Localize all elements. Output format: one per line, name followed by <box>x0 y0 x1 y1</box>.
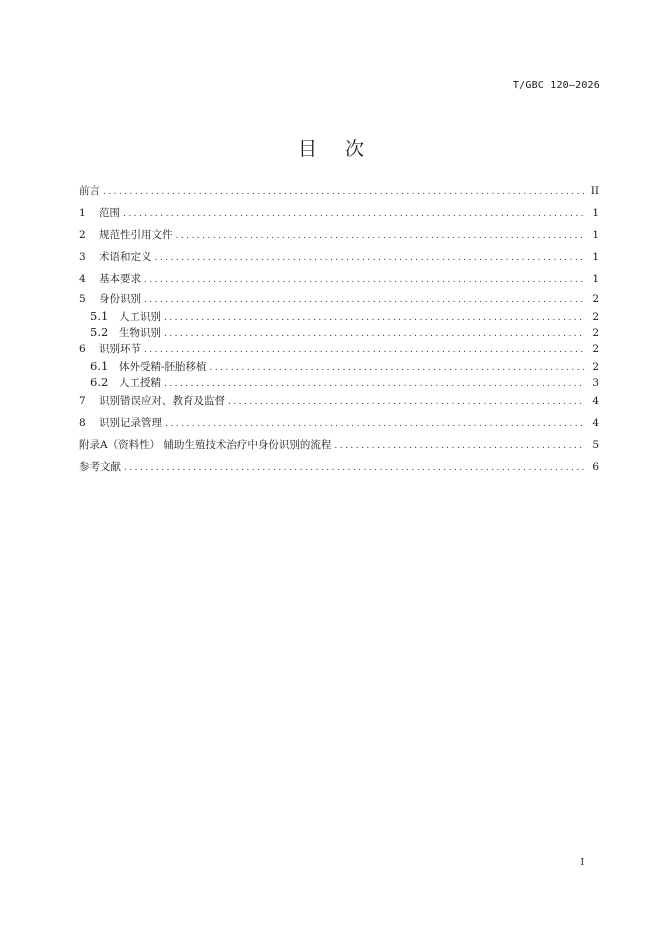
toc-entry-page: 1 <box>592 273 599 285</box>
toc-entry-page: 5 <box>592 439 599 451</box>
toc-entry-label: 前言 <box>79 185 100 197</box>
toc-entry-page: 1 <box>592 207 599 219</box>
toc-dot-leader <box>155 247 586 269</box>
toc-dot-leader <box>164 376 585 392</box>
toc-entry-label: 识别记录管理 <box>99 417 162 429</box>
toc-entry-page: 3 <box>592 377 599 389</box>
toc-entry[interactable] <box>79 308 599 324</box>
toc-entry-label: 体外受精-胚胎移植 <box>119 361 207 373</box>
toc-entry[interactable] <box>79 268 599 290</box>
toc-entry-number: 6.2 <box>90 375 109 389</box>
toc-dot-leader <box>228 391 585 413</box>
toc-entry-label: 规范性引用文件 <box>99 229 173 241</box>
toc-entry-label: 附录A（资料性） 辅助生殖技术治疗中身份识别的流程 <box>79 439 332 451</box>
toc-entry[interactable] <box>79 290 599 308</box>
toc-entry-label: 参考文献 <box>79 461 121 473</box>
toc-entry-number: 5.1 <box>90 309 109 323</box>
toc-entry-page: 1 <box>592 251 599 263</box>
toc-dot-leader <box>103 181 585 203</box>
toc-entry-label: 身份识别 <box>99 293 141 305</box>
toc-dot-leader <box>164 326 585 342</box>
toc-entry-page: 4 <box>592 417 599 429</box>
toc-entry-number: 4 <box>79 273 86 285</box>
toc-entry-number: 3 <box>79 251 86 263</box>
toc-entry-label: 人工授精 <box>119 377 161 389</box>
toc-entry[interactable] <box>79 224 599 246</box>
toc-entry[interactable] <box>79 180 599 202</box>
page-number: I <box>580 858 584 868</box>
toc-dot-leader <box>144 341 585 359</box>
toc-entry-number: 2 <box>79 229 86 241</box>
toc-dot-leader <box>164 310 585 326</box>
toc-entry[interactable] <box>79 412 599 434</box>
toc-entry[interactable] <box>79 390 599 412</box>
toc-entry-label: 生物识别 <box>119 327 161 339</box>
toc-entry-page: 4 <box>592 395 599 407</box>
toc-entry[interactable] <box>79 202 599 224</box>
toc-title: 目次 <box>297 138 392 160</box>
toc-entry-page: 6 <box>592 461 599 473</box>
toc-entry-number: 1 <box>79 207 86 219</box>
toc-entry[interactable] <box>79 246 599 268</box>
table-of-contents <box>79 180 599 478</box>
toc-entry-page: 2 <box>592 343 599 355</box>
document-code: T/GBC 120—2026 <box>512 80 600 91</box>
toc-entry-number: 5 <box>79 293 86 305</box>
toc-entry[interactable] <box>79 456 599 478</box>
toc-entry-label: 范围 <box>99 207 120 219</box>
toc-entry-number: 5.2 <box>90 325 109 339</box>
toc-entry-number: 8 <box>79 417 86 429</box>
toc-dot-leader <box>144 291 585 309</box>
toc-entry-number: 7 <box>79 395 86 407</box>
toc-entry-page: II <box>590 185 599 197</box>
toc-entry-label: 识别环节 <box>99 343 141 355</box>
toc-entry-page: 2 <box>592 327 599 339</box>
toc-entry[interactable] <box>79 374 599 390</box>
toc-entry-page: 1 <box>592 229 599 241</box>
toc-entry[interactable] <box>79 434 599 456</box>
toc-entry[interactable] <box>79 324 599 340</box>
toc-dot-leader <box>123 203 585 225</box>
toc-entry[interactable] <box>79 340 599 358</box>
toc-dot-leader <box>176 225 586 247</box>
toc-entry-label: 术语和定义 <box>99 251 152 263</box>
toc-entry-label: 人工识别 <box>119 311 161 323</box>
toc-dot-leader <box>334 435 585 457</box>
toc-entry-number: 6.1 <box>90 359 109 373</box>
toc-dot-leader <box>210 360 585 376</box>
toc-dot-leader <box>144 269 585 291</box>
toc-entry-number: 6 <box>79 343 86 355</box>
toc-entry-page: 2 <box>592 361 599 373</box>
toc-entry-page: 2 <box>592 293 599 305</box>
toc-dot-leader <box>124 457 585 479</box>
toc-entry-label: 基本要求 <box>99 273 141 285</box>
toc-entry-page: 2 <box>592 311 599 323</box>
toc-entry-label: 识别错误应对、教育及监督 <box>99 395 225 407</box>
toc-entry[interactable] <box>79 358 599 374</box>
toc-dot-leader <box>165 413 585 435</box>
